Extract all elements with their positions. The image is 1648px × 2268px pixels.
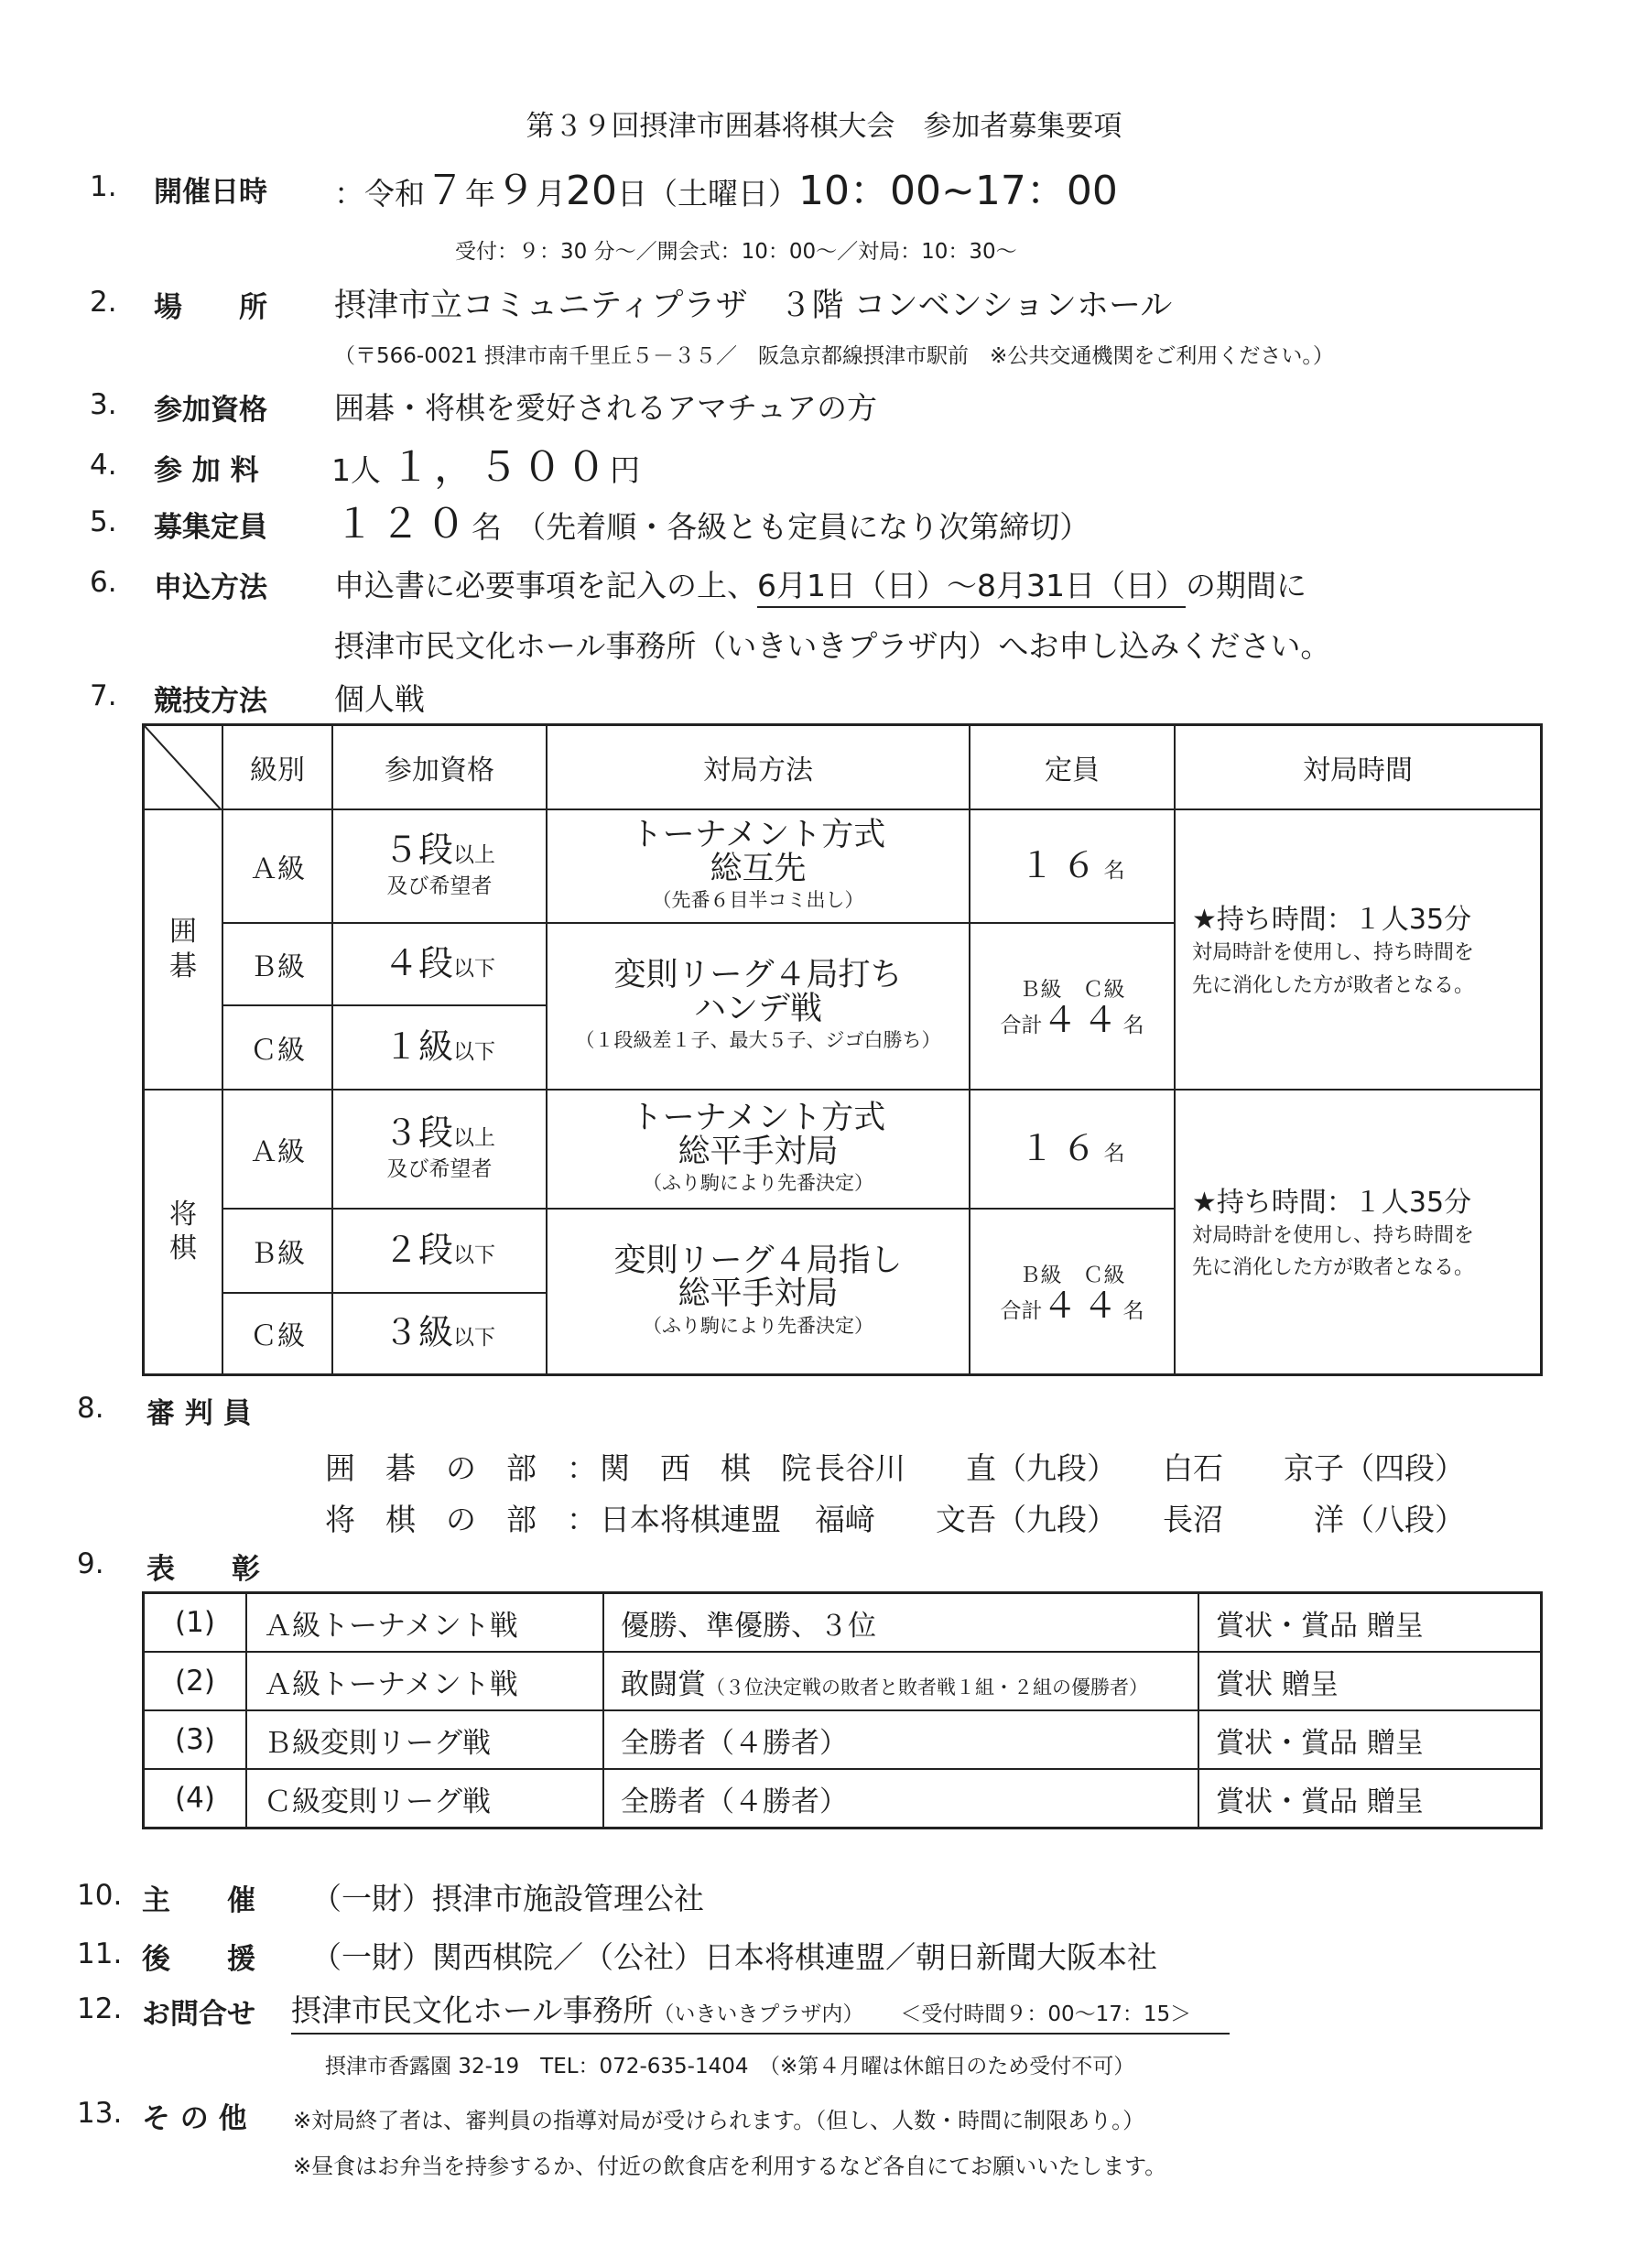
qualification-value: 囲碁・将棋を愛好されるアマチュアの方: [334, 390, 878, 426]
award-target: [603, 1593, 1198, 1653]
go-grade-b: Ｂ級: [222, 923, 332, 1005]
go-method-a: [547, 809, 970, 923]
shogi-qual-c-suffix: 以下: [453, 1326, 495, 1351]
date-weekday: （土曜日）: [647, 176, 798, 212]
award-target-note: （３位決定戦の敗者と敗者戦１組・２組の優勝者）: [706, 1676, 1148, 1698]
award-event: Ａ級トーナメント戦: [246, 1652, 603, 1710]
award-event: Ｃ級変則リーグ戦: [246, 1769, 603, 1829]
contact-sub: 摂津市香露園 32-19 TEL：072-635-1404 （※第４月曜は休館日のため受付不可）: [325, 2055, 1135, 2078]
shogi-qual-a-main: ３段: [383, 1112, 453, 1153]
shogi-cap-bc-unit: 名: [1122, 1298, 1144, 1323]
item-number-date: 1.: [90, 170, 117, 203]
place-sub: （〒566-0021 摂津市南千里丘５－３５／ 阪急京都線摂津市駅前 ※公共交通機関をご利用ください。）: [334, 344, 1334, 368]
date-month: ９: [495, 168, 536, 214]
date-sub: 受付：９：30 分～／開会式：10：00～／対局：10：30～: [455, 240, 1017, 264]
qualification-label: 参加資格: [154, 394, 267, 427]
method-label: 競技方法: [154, 685, 267, 718]
shogi-capacity-bc: [970, 1209, 1175, 1375]
referees-shogi-org: 日本将棋連盟: [600, 1502, 781, 1537]
go-qual-a: [332, 809, 547, 923]
shogi-cap-bc-line1: Ｂ級 Ｃ級: [1019, 1263, 1125, 1287]
apply-period: 6月1日（日）～8月31日（日）: [757, 568, 1186, 608]
referees-go-section: 囲 碁 の 部 ：: [325, 1450, 597, 1486]
award-target-main: 全勝者（４勝者）: [621, 1726, 848, 1760]
item-number-place: 2.: [90, 286, 117, 319]
referees-go-p2: 白石 京子（四段）: [1163, 1450, 1465, 1486]
award-no: (1): [144, 1593, 247, 1653]
award-event: Ｂ級変則リーグ戦: [246, 1710, 603, 1769]
shogi-qual-a-suffix: 以上: [453, 1126, 495, 1150]
go-capacity-bc: [970, 923, 1175, 1090]
support-value: （一財）関西棋院／（公社）日本将棋連盟／朝日新聞大阪本社: [311, 1939, 1157, 1975]
shogi-qual-a-sub: 及び希望者: [386, 1157, 493, 1181]
go-method-bc-sub: （１段級差１子、最大５子、ジゴ白勝ち）: [575, 1029, 941, 1052]
award-row: [144, 1593, 1542, 1653]
item-number-support: 11.: [77, 1937, 123, 1970]
corner-diagonal: [145, 726, 222, 810]
shogi-time: [1175, 1090, 1542, 1375]
referees-go-org: 関 西 棋 院: [600, 1450, 811, 1486]
item-number-organizer: 10.: [77, 1879, 123, 1912]
go-method-bc-main: 変則リーグ４局打ち ハンデ戦: [613, 956, 903, 1027]
item-number-contact: 12.: [77, 1992, 123, 2025]
contact-office: 摂津市民文化ホール事務所: [291, 1992, 654, 2028]
go-qual-a-suffix: 以上: [453, 843, 495, 867]
go-time-desc: 対局時計を使用し、持ち時間を 先に消化した方が敗者となる。: [1192, 941, 1475, 997]
go-qual-b: [332, 923, 547, 1005]
shogi-grade-b: Ｂ級: [222, 1209, 332, 1293]
go-grade-c: Ｃ級: [222, 1005, 332, 1090]
other-line1: ※対局終了者は、審判員の指導対局が受けられます。（但し、人数・時間に制限あり。）: [293, 2108, 1145, 2133]
award-no: (4): [144, 1769, 247, 1829]
apply-line1-b: の期間に: [1185, 568, 1306, 603]
fee-unit: 円: [610, 452, 641, 488]
shogi-grade-c: Ｃ級: [222, 1293, 332, 1375]
header-qualification: 参加資格: [332, 725, 547, 809]
table-corner: [144, 725, 223, 809]
shogi-method-bc-sub: （ふり駒により先番決定）: [643, 1315, 873, 1337]
apply-line1: [334, 562, 1306, 605]
award-row: [144, 1652, 1542, 1710]
fee-value: [331, 434, 640, 493]
capacity-label: 募集定員: [154, 511, 267, 544]
award-target-main: 敢闘賞: [621, 1667, 706, 1701]
other-line2: ※昼食はお弁当を持参するか、付近の飲食店を利用するなど各自にてお願いいたします。: [293, 2154, 1167, 2179]
award-target: [603, 1710, 1198, 1769]
award-target-main: 全勝者（４勝者）: [621, 1785, 848, 1818]
award-prize: 賞状・賞品 贈呈: [1198, 1710, 1542, 1769]
award-target-main: 優勝、準優勝、３位: [621, 1609, 876, 1643]
apply-label: 申込方法: [154, 571, 267, 604]
award-prize: 賞状 贈呈: [1198, 1652, 1542, 1710]
date-label: 開催日時: [154, 176, 267, 209]
header-grade: 級別: [222, 725, 332, 809]
item-number-capacity: 5.: [90, 505, 117, 538]
go-cap-bc-value: ４４: [1042, 1000, 1123, 1040]
shogi-qual-b-main: ２段: [383, 1229, 453, 1270]
item-number-qualification: 3.: [90, 388, 117, 421]
award-prize: 賞状・賞品 贈呈: [1198, 1593, 1542, 1653]
shogi-cap-bc-prefix: 合計: [1000, 1298, 1043, 1323]
category-go: 囲 碁: [144, 809, 223, 1090]
go-grade-a: Ａ級: [222, 809, 332, 923]
date-year: ７: [425, 168, 465, 214]
go-qual-c: [332, 1005, 547, 1090]
award-row: [144, 1710, 1542, 1769]
referees-shogi-p2: 長沼 洋（八段）: [1163, 1502, 1465, 1537]
shogi-qual-a: [332, 1090, 547, 1209]
date-month-unit: 月: [536, 176, 566, 212]
referees-shogi-p1: 福﨑 文吾（九段）: [815, 1502, 1117, 1537]
document-title: 第３９回摂津市囲碁将棋大会 参加者募集要項: [526, 110, 1122, 143]
fee-amount: １，５００: [390, 444, 611, 491]
date-prefix: ：令和: [334, 176, 425, 212]
date-time: 10：00~17：00: [798, 168, 1118, 214]
contact-label: お問合せ: [142, 1998, 255, 2031]
capacity-value: [334, 491, 1090, 549]
shogi-grade-a: Ａ級: [222, 1090, 332, 1209]
shogi-cap-a-value: １６: [1019, 1127, 1104, 1168]
go-qual-a-main: ５段: [383, 830, 453, 870]
referees-label: 審 判 員: [146, 1397, 252, 1430]
shogi-qual-c: [332, 1293, 547, 1375]
item-number-referees: 8.: [77, 1392, 104, 1425]
competition-table: [142, 723, 1543, 1376]
award-no: (3): [144, 1710, 247, 1769]
header-time: 対局時間: [1175, 725, 1542, 809]
go-qual-a-sub: 及び希望者: [386, 874, 493, 898]
apply-line2: 摂津市民文化ホール事務所（いきいきプラザ内）へお申し込みください。: [334, 628, 1331, 664]
award-target: [603, 1769, 1198, 1829]
go-method-a-main: トーナメント方式 総互先: [630, 816, 886, 887]
go-cap-bc-prefix: 合計: [1000, 1014, 1043, 1037]
awards-label: 表 彰: [146, 1553, 260, 1586]
item-number-other: 13.: [77, 2097, 123, 2130]
go-method-bc: [547, 923, 970, 1090]
date-day: 20: [566, 168, 617, 214]
shogi-method-a-sub: （ふり駒により先番決定）: [643, 1172, 873, 1195]
capacity-unit: 名: [472, 509, 502, 545]
date-value: [334, 157, 1118, 216]
go-time-star: ★持ち時間：１人35分: [1192, 904, 1472, 937]
go-qual-b-main: ４段: [383, 942, 453, 983]
place-label: 場 所: [154, 291, 267, 324]
header-method: 対局方法: [547, 725, 970, 809]
shogi-method-bc-main: 変則リーグ４局指し 総平手対局: [613, 1242, 903, 1313]
date-day-unit: 日: [617, 176, 647, 212]
fee-prefix: 1人: [331, 452, 381, 488]
category-shogi: 将 棋: [144, 1090, 223, 1375]
go-cap-bc-unit: 名: [1122, 1014, 1144, 1037]
go-qual-b-suffix: 以下: [453, 956, 495, 981]
contact-hours: ＜受付時間９：00～17：15＞: [900, 2002, 1192, 2026]
organizer-label: 主 催: [142, 1884, 255, 1917]
award-prize: 賞状・賞品 贈呈: [1198, 1769, 1542, 1829]
go-cap-a-unit: 名: [1103, 858, 1125, 883]
shogi-cap-a-unit: 名: [1103, 1141, 1125, 1166]
shogi-qual-b: [332, 1209, 547, 1293]
go-cap-bc-line1: Ｂ級 Ｃ級: [1019, 978, 1125, 1002]
go-cap-a-value: １６: [1019, 844, 1104, 885]
other-label: そ の 他: [142, 2102, 247, 2135]
contact-note: （いきいきプラザ内）: [653, 2002, 864, 2026]
shogi-method-bc: [547, 1209, 970, 1375]
shogi-method-a: [547, 1090, 970, 1209]
header-capacity: 定員: [970, 725, 1175, 809]
shogi-capacity-a: [970, 1090, 1175, 1209]
shogi-time-star: ★持ち時間：１人35分: [1192, 1187, 1472, 1220]
contact-value: [291, 1987, 1230, 2035]
method-value: 個人戦: [334, 681, 425, 717]
shogi-qual-c-main: ３級: [383, 1312, 453, 1353]
date-year-unit: 年: [465, 176, 495, 212]
shogi-method-a-main: トーナメント方式 総平手対局: [630, 1099, 886, 1170]
referees-shogi-section: 将 棋 の 部 ：: [325, 1502, 597, 1537]
shogi-time-desc: 対局時計を使用し、持ち時間を 先に消化した方が敗者となる。: [1192, 1224, 1475, 1280]
organizer-value: （一財）摂津市施設管理公社: [311, 1881, 704, 1916]
go-time: [1175, 809, 1542, 1090]
capacity-note: （先着順・各級とも定員になり次第締切）: [515, 509, 1090, 545]
go-qual-c-main: １級: [383, 1025, 453, 1067]
item-number-fee: 4.: [90, 449, 117, 482]
go-qual-c-suffix: 以下: [453, 1039, 495, 1064]
award-row: [144, 1769, 1542, 1829]
support-label: 後 援: [142, 1943, 255, 1976]
referees-go-p1: 長谷川 直（九段）: [815, 1450, 1117, 1486]
item-number-apply: 6.: [90, 566, 117, 599]
award-target: [603, 1652, 1198, 1710]
shogi-cap-bc-value: ４４: [1042, 1285, 1123, 1326]
capacity-amount: １２０: [334, 501, 472, 548]
award-no: (2): [144, 1652, 247, 1710]
apply-line1-a: 申込書に必要事項を記入の上、: [334, 568, 757, 603]
go-method-a-sub: （先番６目半コミ出し）: [652, 889, 864, 912]
place-value: 摂津市立コミュニティプラザ ３階 コンベンションホール: [334, 288, 1173, 324]
item-number-method: 7.: [90, 679, 117, 712]
fee-label: 参 加 料: [154, 454, 259, 487]
item-number-awards: 9.: [77, 1547, 104, 1580]
award-event: Ａ級トーナメント戦: [246, 1593, 603, 1653]
awards-table: [142, 1591, 1543, 1829]
shogi-qual-b-suffix: 以下: [453, 1243, 495, 1267]
go-capacity-a: [970, 809, 1175, 923]
